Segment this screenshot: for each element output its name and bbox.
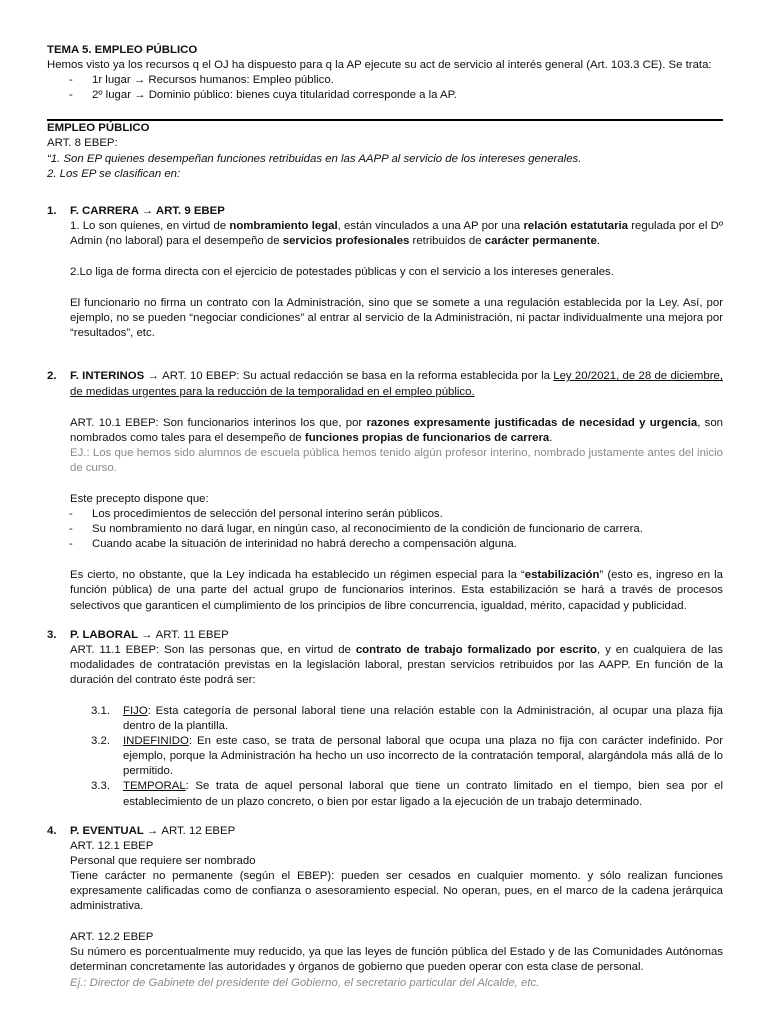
eventual-example: Ej.: Director de Gabinete del presidente del Gobierno, el secretario particular del Alcalde, etc.	[70, 976, 540, 989]
interinos-bullet-3: - Cuando acabe la situación de interinidad no habrá derecho a compensación alguna.	[47, 537, 723, 552]
term-fijo: FIJO	[123, 705, 148, 717]
section-number: 1.	[47, 204, 57, 217]
carrera-paragraph-2: 2.Lo liga de forma directa con el ejercicio de potestades públicas y con el servicio a los intereses generales.	[70, 266, 614, 279]
interinos-example: EJ.: Los que hemos sido alumnos de escuela pública hemos tenido algún profesor interino, nombrado justamente antes del inicio de curso.	[70, 446, 723, 474]
carrera-paragraph-3: El funcionario no firma un contrato con la Administración, sino que se somete a una regulación establecida por la Ley. Así, por ejemplo, no se pueden “negociar condiciones” al entrar al servicio de la Administración, ni pactar individualmente una mejora por “resultados”, etc.	[70, 297, 723, 340]
section-number: 3.	[47, 628, 57, 641]
eventual-paragraph-2: Su número es porcentualmente muy reducido, ya que las leyes de función pública del Estado y de las Comunidades Autónomas determinan concretamente las autoridades y órganos de gobierno que pueden operar con esta clase de personal.	[70, 946, 723, 974]
laboral-paragraph-1: ART. 11.1 EBEP: Son las personas que, en virtud de contrato de trabajo formalizado por escrito, y en cualquiera de las modalidades de contratación previstas en la legislación laboral, prestan servicios retribuidos por las AAPP. En función de la duración del contrato éste podrá ser:	[70, 643, 723, 686]
law-reference: Ley 20/2021, de 28 de diciembre, de medidas urgentes para la reducción de la temporalidad en el empleo público.	[70, 370, 723, 398]
interinos-bullet-2: - Su nombramiento no dará lugar, en ningún caso, al reconocimiento de la condición de funcionario de carrera.	[47, 522, 723, 537]
interinos-dispone: Este precepto dispone que:	[70, 492, 209, 505]
section-laboral	[47, 628, 723, 688]
laboral-subitem-temporal: 3.3. TEMPORAL: Se trata de aquel personal laboral que tiene un contrato limitado en el tiempo, bien sea por el establecimiento de un plazo concreto, o bien por estar ligado a la ejecución de un trabajo determinado.	[91, 780, 723, 808]
article-reference: ART. 8 EBEP:	[47, 137, 118, 150]
interinos-paragraph-3: Es cierto, no obstante, que la Ley indicada ha establecido un régimen especial para la “estabilización” (esto es, ingreso en la función pública) de una parte del actual grupo de funcionarios interinos. Esta estabilización se hará a través de procesos selectivos que garanticen el cumplimiento de los principios de libre concurrencia, igualdad, mérito, capacidad y publicidad.	[70, 569, 723, 612]
section-title: F. INTERINOS → ART. 10 EBEP: Su actual redacción se basa en la reforma establecida por la Ley 20/2021, de 28 de diciembre, de medidas urgentes para la reducción de la temporalidad en el empleo público.	[70, 370, 723, 398]
intro-bullet-1: - 1r lugar → Recursos humanos: Empleo público.	[47, 73, 723, 88]
carrera-paragraph-1: 1. Lo son quienes, en virtud de nombramiento legal, están vinculados a una AP por una relación estatutaria regulada por el Dº Admin (no laboral) para el desempeño de servicios profesionales retribuidos de carácter permanente.	[70, 219, 723, 247]
eventual-article-2: ART. 12.2 EBEP	[70, 931, 154, 944]
intro-paragraph: Hemos visto ya los recursos q el OJ ha dispuesto para q la AP ejecute su act de servicio al interés general (Art. 103.3 CE). Se trata:	[47, 59, 712, 72]
eventual-article-1: ART. 12.1 EBEP	[70, 839, 154, 852]
term-indefinido: INDEFINIDO	[123, 735, 189, 748]
section-title: P. EVENTUAL → ART. 12 EBEP	[70, 824, 236, 837]
section-interinos	[47, 369, 723, 613]
interinos-bullet-1: - Los procedimientos de selección del personal interino serán públicos.	[47, 507, 723, 522]
section-number: 4.	[47, 824, 57, 837]
article-quote-1: “1. Son EP quienes desempeñan funciones retribuidas en las AAPP al servicio de los intereses generales.	[47, 152, 582, 165]
eventual-paragraph-1: Tiene carácter no permanente (según el EBEP): pueden ser cesados en cualquier momento. y sólo realizan funciones expresamente calificadas como de confianza o asesoramiento especial. No operan, pues, en el marco de la cadena jerárquica administrativa.	[70, 869, 723, 913]
article-quote-2: 2. Los EP se clasifican en:	[47, 167, 181, 180]
term-temporal: TEMPORAL	[123, 780, 186, 793]
section-eventual	[47, 824, 723, 991]
section-number: 2.	[47, 370, 57, 383]
laboral-subitem-fijo: 3.1. FIJO: Esta categoría de personal laboral tiene una relación estable con la Administración, al ocupar una plaza fija dentro de la plantilla.	[91, 705, 723, 733]
section-title: F. CARRERA → ART. 9 EBEP	[70, 204, 225, 217]
document-page	[47, 43, 723, 991]
section-carrera	[47, 204, 723, 342]
interinos-paragraph-1: ART. 10.1 EBEP: Son funcionarios interinos los que, por razones expresamente justificadas de necesidad y urgencia, son nombrados como tales para el desempeño de funciones propias de funcionarios de carrera.	[70, 416, 723, 444]
document-title: TEMA 5. EMPLEO PÚBLICO	[47, 44, 198, 56]
section-heading-empleo: EMPLEO PÚBLICO	[47, 122, 150, 135]
eventual-line-1: Personal que requiere ser nombrado	[70, 854, 256, 867]
laboral-subitem-indefinido: 3.2. INDEFINIDO: En este caso, se trata de personal laboral que ocupa una plaza no fija con carácter indefinido. Por ejemplo, porque la Administración ha hecho un uso incorrecto de la contratación temporal, alargándola más allá de lo permitido.	[91, 735, 723, 778]
intro-bullet-2: - 2º lugar → Dominio público: bienes cuya titularidad corresponde a la AP.	[47, 88, 723, 103]
section-title: P. LABORAL → ART. 11 EBEP	[70, 628, 229, 641]
